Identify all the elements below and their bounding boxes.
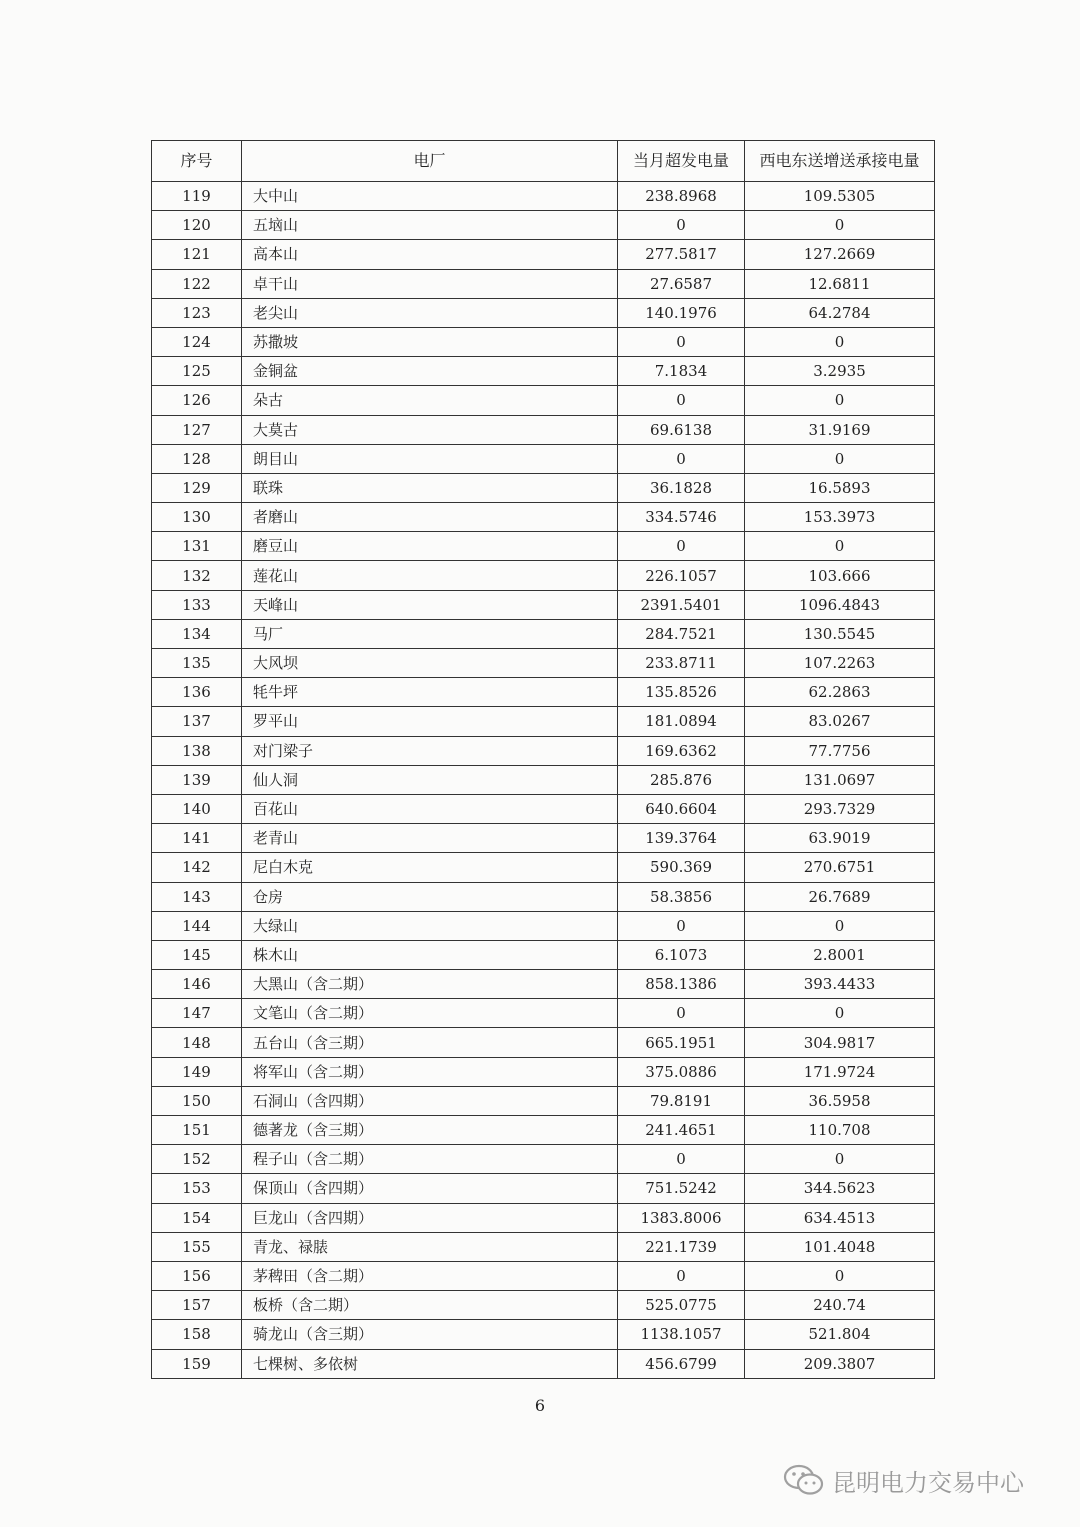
cell-west-east: 62.2863	[745, 678, 935, 707]
cell-west-east: 127.2669	[745, 240, 935, 269]
cell-no: 131	[152, 532, 242, 561]
cell-no: 144	[152, 911, 242, 940]
table-row	[152, 561, 935, 590]
cell-plant: 茅稗田（含二期）	[242, 1261, 618, 1290]
table-row	[152, 269, 935, 298]
cell-west-east: 153.3973	[745, 503, 935, 532]
table-row	[152, 999, 935, 1028]
cell-no: 130	[152, 503, 242, 532]
watermark-text: 昆明电力交易中心	[832, 1468, 1024, 1497]
cell-over-gen: 0	[618, 532, 745, 561]
table-row	[152, 1203, 935, 1232]
table-row	[152, 1057, 935, 1086]
cell-no: 152	[152, 1145, 242, 1174]
cell-plant: 板桥（含二期）	[242, 1291, 618, 1320]
cell-west-east: 64.2784	[745, 298, 935, 327]
table-row	[152, 1116, 935, 1145]
table-row	[152, 532, 935, 561]
cell-west-east: 110.708	[745, 1116, 935, 1145]
cell-over-gen: 1383.8006	[618, 1203, 745, 1232]
cell-over-gen: 169.6362	[618, 736, 745, 765]
cell-west-east: 83.0267	[745, 707, 935, 736]
header-west-east: 西电东送增送承接电量	[745, 141, 935, 182]
cell-plant: 程子山（含二期）	[242, 1145, 618, 1174]
cell-no: 155	[152, 1232, 242, 1261]
table-row	[152, 327, 935, 356]
cell-west-east: 0	[745, 911, 935, 940]
cell-plant: 五垴山	[242, 211, 618, 240]
cell-west-east: 0	[745, 1145, 935, 1174]
table-row	[152, 386, 935, 415]
cell-plant: 巨龙山（含四期）	[242, 1203, 618, 1232]
cell-no: 121	[152, 240, 242, 269]
cell-west-east: 63.9019	[745, 824, 935, 853]
cell-plant: 联珠	[242, 473, 618, 502]
cell-plant: 石洞山（含四期）	[242, 1086, 618, 1115]
cell-no: 147	[152, 999, 242, 1028]
cell-plant: 五台山（含三期）	[242, 1028, 618, 1057]
cell-west-east: 293.7329	[745, 794, 935, 823]
cell-no: 151	[152, 1116, 242, 1145]
table-row	[152, 415, 935, 444]
cell-no: 138	[152, 736, 242, 765]
cell-west-east: 130.5545	[745, 619, 935, 648]
cell-west-east: 304.9817	[745, 1028, 935, 1057]
header-plant: 电厂	[242, 141, 618, 182]
cell-over-gen: 233.8711	[618, 649, 745, 678]
cell-plant: 老尖山	[242, 298, 618, 327]
header-no: 序号	[152, 141, 242, 182]
cell-plant: 大绿山	[242, 911, 618, 940]
table-row	[152, 1086, 935, 1115]
cell-over-gen: 0	[618, 211, 745, 240]
cell-over-gen: 79.8191	[618, 1086, 745, 1115]
cell-no: 148	[152, 1028, 242, 1057]
cell-plant: 朗目山	[242, 444, 618, 473]
cell-over-gen: 0	[618, 444, 745, 473]
table-row	[152, 357, 935, 386]
cell-west-east: 16.5893	[745, 473, 935, 502]
cell-west-east: 0	[745, 211, 935, 240]
cell-plant: 大风坝	[242, 649, 618, 678]
cell-plant: 天峰山	[242, 590, 618, 619]
cell-west-east: 131.0697	[745, 765, 935, 794]
table-row	[152, 678, 935, 707]
cell-no: 159	[152, 1349, 242, 1378]
cell-no: 123	[152, 298, 242, 327]
cell-no: 156	[152, 1261, 242, 1290]
cell-plant: 老青山	[242, 824, 618, 853]
cell-no: 146	[152, 970, 242, 999]
cell-plant: 苏撒坡	[242, 327, 618, 356]
cell-west-east: 0	[745, 999, 935, 1028]
cell-plant: 牦牛坪	[242, 678, 618, 707]
cell-over-gen: 36.1828	[618, 473, 745, 502]
cell-no: 142	[152, 853, 242, 882]
cell-plant: 七棵树、多依树	[242, 1349, 618, 1378]
cell-plant: 大黑山（含二期）	[242, 970, 618, 999]
cell-no: 150	[152, 1086, 242, 1115]
table-row	[152, 1261, 935, 1290]
cell-plant: 大莫古	[242, 415, 618, 444]
table-row	[152, 736, 935, 765]
cell-west-east: 344.5623	[745, 1174, 935, 1203]
table-row	[152, 707, 935, 736]
cell-plant: 仙人洞	[242, 765, 618, 794]
table-header-row	[152, 141, 935, 182]
cell-no: 143	[152, 882, 242, 911]
cell-plant: 磨豆山	[242, 532, 618, 561]
table-row	[152, 824, 935, 853]
cell-west-east: 0	[745, 386, 935, 415]
cell-over-gen: 284.7521	[618, 619, 745, 648]
table-row	[152, 970, 935, 999]
cell-west-east: 107.2263	[745, 649, 935, 678]
header-over-gen: 当月超发电量	[618, 141, 745, 182]
cell-over-gen: 2391.5401	[618, 590, 745, 619]
cell-over-gen: 0	[618, 999, 745, 1028]
cell-over-gen: 590.369	[618, 853, 745, 882]
cell-no: 124	[152, 327, 242, 356]
cell-no: 135	[152, 649, 242, 678]
cell-plant: 对门梁子	[242, 736, 618, 765]
cell-west-east: 36.5958	[745, 1086, 935, 1115]
cell-plant: 文笔山（含二期）	[242, 999, 618, 1028]
table-row	[152, 1232, 935, 1261]
cell-no: 126	[152, 386, 242, 415]
table-row	[152, 1291, 935, 1320]
cell-no: 141	[152, 824, 242, 853]
cell-west-east: 109.5305	[745, 182, 935, 211]
cell-west-east: 1096.4843	[745, 590, 935, 619]
cell-over-gen: 0	[618, 327, 745, 356]
cell-west-east: 103.666	[745, 561, 935, 590]
cell-no: 134	[152, 619, 242, 648]
cell-plant: 大中山	[242, 182, 618, 211]
cell-plant: 保顶山（含四期）	[242, 1174, 618, 1203]
cell-no: 125	[152, 357, 242, 386]
cell-plant: 百花山	[242, 794, 618, 823]
cell-over-gen: 0	[618, 386, 745, 415]
cell-plant: 马厂	[242, 619, 618, 648]
cell-west-east: 101.4048	[745, 1232, 935, 1261]
table-row	[152, 473, 935, 502]
cell-over-gen: 181.0894	[618, 707, 745, 736]
table-row	[152, 444, 935, 473]
table-row	[152, 211, 935, 240]
table-row	[152, 882, 935, 911]
table-row	[152, 765, 935, 794]
wechat-icon	[782, 1462, 826, 1498]
cell-west-east: 240.74	[745, 1291, 935, 1320]
cell-plant: 高本山	[242, 240, 618, 269]
cell-plant: 尼白木克	[242, 853, 618, 882]
cell-over-gen: 285.876	[618, 765, 745, 794]
cell-over-gen: 277.5817	[618, 240, 745, 269]
cell-no: 119	[152, 182, 242, 211]
cell-no: 158	[152, 1320, 242, 1349]
cell-no: 140	[152, 794, 242, 823]
cell-over-gen: 139.3764	[618, 824, 745, 853]
cell-over-gen: 221.1739	[618, 1232, 745, 1261]
cell-no: 149	[152, 1057, 242, 1086]
cell-west-east: 0	[745, 532, 935, 561]
cell-over-gen: 0	[618, 1261, 745, 1290]
cell-plant: 金铜盆	[242, 357, 618, 386]
cell-over-gen: 1138.1057	[618, 1320, 745, 1349]
cell-no: 137	[152, 707, 242, 736]
cell-no: 145	[152, 940, 242, 969]
table-row	[152, 298, 935, 327]
cell-west-east: 2.8001	[745, 940, 935, 969]
table-body	[152, 182, 935, 1379]
cell-west-east: 171.9724	[745, 1057, 935, 1086]
cell-over-gen: 858.1386	[618, 970, 745, 999]
cell-over-gen: 69.6138	[618, 415, 745, 444]
cell-no: 120	[152, 211, 242, 240]
table-row	[152, 911, 935, 940]
cell-no: 129	[152, 473, 242, 502]
table-row	[152, 1349, 935, 1378]
cell-no: 127	[152, 415, 242, 444]
table-row	[152, 619, 935, 648]
cell-over-gen: 58.3856	[618, 882, 745, 911]
cell-no: 122	[152, 269, 242, 298]
settlement-table	[151, 140, 935, 1379]
cell-over-gen: 7.1834	[618, 357, 745, 386]
cell-over-gen: 140.1976	[618, 298, 745, 327]
cell-no: 153	[152, 1174, 242, 1203]
watermark	[782, 1462, 1024, 1498]
cell-over-gen: 135.8526	[618, 678, 745, 707]
table-row	[152, 503, 935, 532]
cell-plant: 者磨山	[242, 503, 618, 532]
cell-plant: 卓干山	[242, 269, 618, 298]
table-row	[152, 794, 935, 823]
cell-over-gen: 751.5242	[618, 1174, 745, 1203]
cell-no: 139	[152, 765, 242, 794]
cell-plant: 德著龙（含三期）	[242, 1116, 618, 1145]
cell-plant: 株木山	[242, 940, 618, 969]
cell-over-gen: 375.0886	[618, 1057, 745, 1086]
cell-plant: 罗平山	[242, 707, 618, 736]
cell-west-east: 0	[745, 444, 935, 473]
table-row	[152, 590, 935, 619]
table-row	[152, 1145, 935, 1174]
cell-no: 133	[152, 590, 242, 619]
cell-over-gen: 665.1951	[618, 1028, 745, 1057]
cell-over-gen: 226.1057	[618, 561, 745, 590]
cell-west-east: 270.6751	[745, 853, 935, 882]
cell-over-gen: 456.6799	[618, 1349, 745, 1378]
table-row	[152, 649, 935, 678]
table-row	[152, 240, 935, 269]
cell-west-east: 3.2935	[745, 357, 935, 386]
cell-west-east: 393.4433	[745, 970, 935, 999]
table-row	[152, 1320, 935, 1349]
cell-west-east: 26.7689	[745, 882, 935, 911]
table-row	[152, 1174, 935, 1203]
cell-west-east: 31.9169	[745, 415, 935, 444]
cell-no: 154	[152, 1203, 242, 1232]
cell-over-gen: 27.6587	[618, 269, 745, 298]
cell-no: 136	[152, 678, 242, 707]
cell-west-east: 209.3807	[745, 1349, 935, 1378]
cell-west-east: 0	[745, 327, 935, 356]
cell-plant: 莲花山	[242, 561, 618, 590]
cell-plant: 仓房	[242, 882, 618, 911]
cell-over-gen: 0	[618, 911, 745, 940]
cell-west-east: 77.7756	[745, 736, 935, 765]
cell-over-gen: 334.5746	[618, 503, 745, 532]
cell-west-east: 0	[745, 1261, 935, 1290]
cell-no: 128	[152, 444, 242, 473]
cell-over-gen: 640.6604	[618, 794, 745, 823]
cell-west-east: 521.804	[745, 1320, 935, 1349]
cell-no: 132	[152, 561, 242, 590]
cell-west-east: 634.4513	[745, 1203, 935, 1232]
cell-over-gen: 238.8968	[618, 182, 745, 211]
cell-no: 157	[152, 1291, 242, 1320]
table-row	[152, 940, 935, 969]
cell-plant: 青龙、禄脿	[242, 1232, 618, 1261]
cell-plant: 骑龙山（含三期）	[242, 1320, 618, 1349]
cell-plant: 将军山（含二期）	[242, 1057, 618, 1086]
cell-over-gen: 0	[618, 1145, 745, 1174]
table-row	[152, 853, 935, 882]
table-row	[152, 1028, 935, 1057]
cell-plant: 朵古	[242, 386, 618, 415]
cell-over-gen: 525.0775	[618, 1291, 745, 1320]
cell-over-gen: 241.4651	[618, 1116, 745, 1145]
cell-over-gen: 6.1073	[618, 940, 745, 969]
cell-west-east: 12.6811	[745, 269, 935, 298]
table-row	[152, 182, 935, 211]
page-number: 6	[534, 1396, 546, 1415]
